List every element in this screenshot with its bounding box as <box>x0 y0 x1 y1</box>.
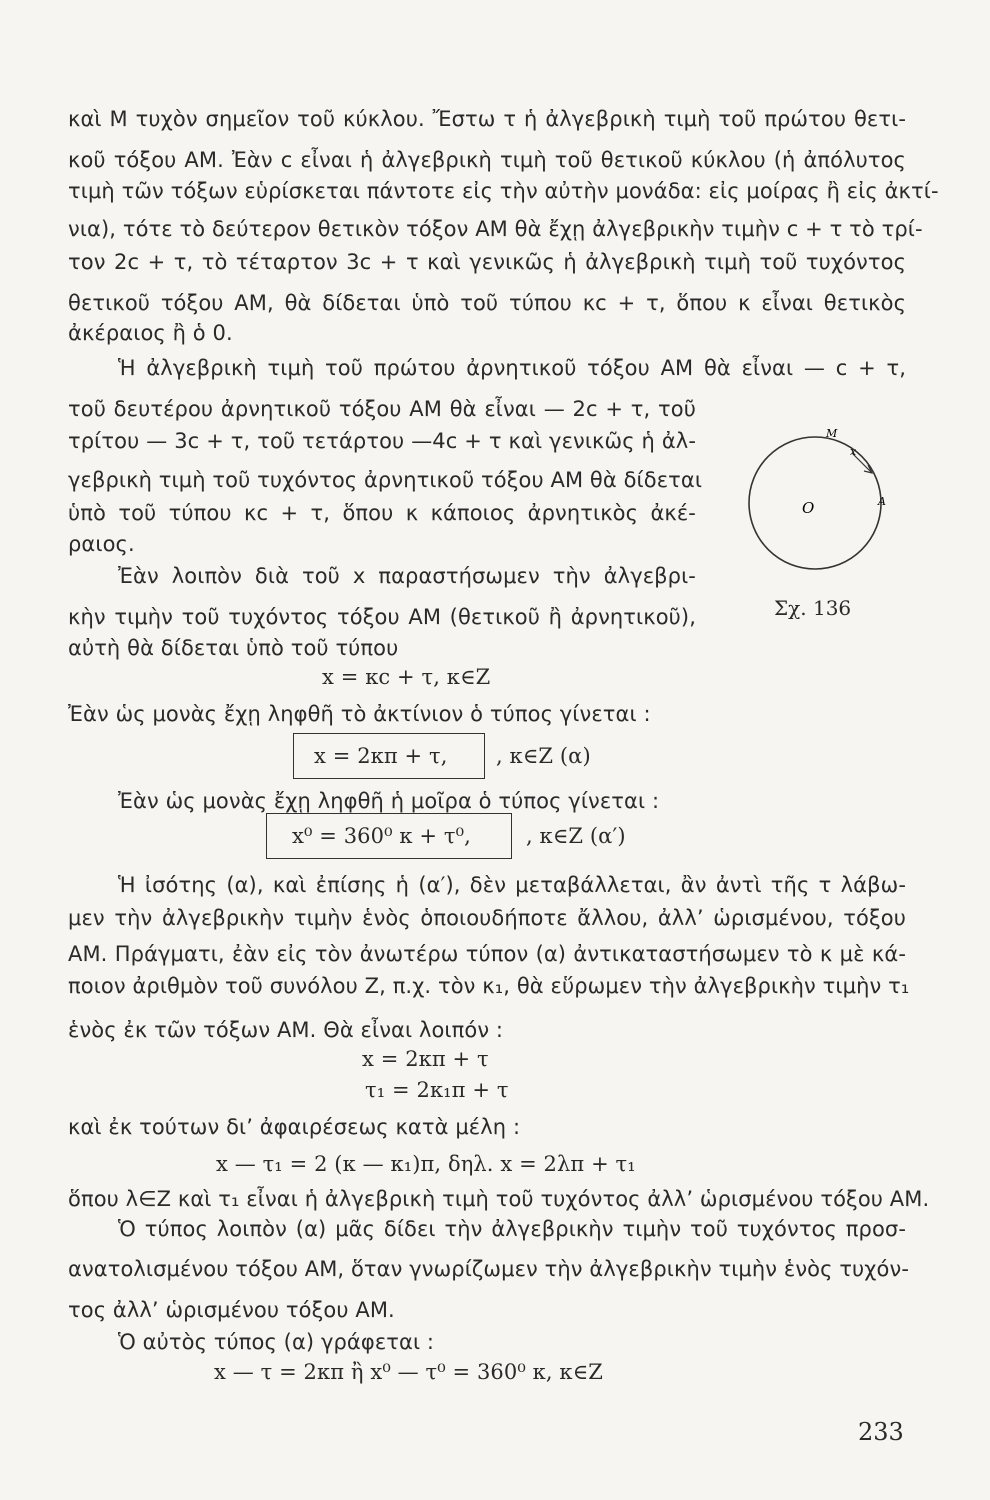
center-label: O <box>802 499 815 517</box>
formula: x = 2κπ + τ <box>362 1047 489 1071</box>
text-line: ἑνὸς ἐκ τῶν τόξων ΑΜ. Θὰ εἶναι λοιπόν : <box>68 1018 504 1042</box>
formula: x — τ₁ = 2 (κ — κ₁)π, δηλ. x = 2λπ + τ₁ <box>216 1152 636 1176</box>
text-line: ραιος. <box>68 532 135 556</box>
text-line: νια), τότε τὸ δεύτερον θετικὸν τόξον ΑΜ θὰ ἔχῃ ἀλγεβρικὴν τιμὴν c + τ τὸ τρί- <box>68 217 923 241</box>
text-line: Ὁ αὐτὸς τύπος (α) γράφεται : <box>118 1330 435 1354</box>
text-line: τρίτου — 3c + τ, τοῦ τετάρτου —4c + τ καὶ γενικῶς ἡ ἀλ- <box>68 429 696 453</box>
text-line: μεν τὴν ἀλγεβρικὴν τιμὴν ἑνὸς ὁποιουδήποτε ἄλλου, ἀλλ’ ὡρισμένου, τόξου <box>68 906 906 930</box>
text-line: θετικοῦ τόξου ΑΜ, θὰ δίδεται ὑπὸ τοῦ τύπου κc + τ, ὅπου κ εἶναι θετικὸς <box>68 291 906 315</box>
formula: x — τ = 2κπ ἢ x⁰ — τ⁰ = 360⁰ κ, κ∈Z <box>214 1360 603 1384</box>
text-line: Ἐὰν λοιπὸν διὰ τοῦ x παραστήσωμεν τὴν ἀλγεβρι- <box>118 564 696 588</box>
text-line: τον 2c + τ, τὸ τέταρτον 3c + τ καὶ γενικῶς ἡ ἀλγεβρικὴ τιμὴ τοῦ τυχόντος <box>68 250 906 274</box>
page-number: 233 <box>858 1418 904 1446</box>
formula: τ₁ = 2κ₁π + τ <box>365 1078 509 1102</box>
formula: x⁰ = 360⁰ κ + τ⁰, <box>292 824 471 848</box>
text-line: καὶ ἐκ τούτων δι’ ἀφαιρέσεως κατὰ μέλη : <box>68 1115 521 1139</box>
text-line: ὑπὸ τοῦ τύπου κc + τ, ὅπου κ κάποιος ἀρνητικὸς ἀκέ- <box>68 501 696 525</box>
text-line: ποιον ἀριθμὸν τοῦ συνόλου Ζ, π.χ. τὸν κ₁, θὰ εὕρωμεν τὴν ἀλγεβρικὴν τιμὴν τ₁ <box>68 974 910 998</box>
text-line: ἀκέραιος ἢ ὁ 0. <box>68 321 233 345</box>
text-line: καὶ Μ τυχὸν σημεῖον τοῦ κύκλου. Ἔστω τ ἡ ἀλγεβρικὴ τιμὴ τοῦ πρώτου θετι- <box>68 107 906 131</box>
point-m-label: M <box>826 427 838 440</box>
text-line: Ἡ ἀλγεβρικὴ τιμὴ τοῦ πρώτου ἀρνητικοῦ τόξου ΑΜ θὰ εἶναι — c + τ, <box>118 356 906 380</box>
formula: x = 2κπ + τ, <box>314 744 448 768</box>
text-line: γεβρικὴ τιμὴ τοῦ τυχόντος ἀρνητικοῦ τόξου ΑΜ θὰ δίδεται <box>68 468 703 492</box>
text-line: ανατολισμένου τόξου ΑΜ, ὅταν γνωρίζωμεν τὴν ἀλγεβρικὴν τιμὴν ἑνὸς τυχόν- <box>68 1257 909 1281</box>
figure-caption: Σχ. 136 <box>774 596 852 620</box>
formula: x = κc + τ, κ∈Z <box>322 665 491 689</box>
text-line: τιμὴ τῶν τόξων εὑρίσκεται πάντοτε εἰς τὴν αὐτὴν μονάδα: εἰς μοίρας ἢ εἰς ἀκτί- <box>68 179 939 203</box>
point-x-label: x <box>850 445 857 458</box>
text-line: κὴν τιμὴν τοῦ τυχόντος τόξου ΑΜ (θετικοῦ ἢ ἀρνητικοῦ), <box>68 605 696 629</box>
formula-label: , κ∈Z (α) <box>496 744 591 768</box>
text-line: Ἐὰν ὡς μονὰς ἔχῃ ληφθῆ τὸ ἀκτίνιον ὁ τύπος γίνεται : <box>68 702 651 726</box>
formula-label: , κ∈Z (α′) <box>526 824 626 848</box>
text-line: τοῦ δευτέρου ἀρνητικοῦ τόξου ΑΜ θὰ εἶναι — 2c + τ, τοῦ <box>68 397 696 421</box>
text-line: ΑΜ. Πράγματι, ἐὰν εἰς τὸν ἀνωτέρω τύπον (α) ἀντικαταστήσωμεν τὸ κ μὲ κά- <box>68 942 906 966</box>
text-line: Ὁ τύπος λοιπὸν (α) μᾶς δίδει τὴν ἀλγεβρικὴν τιμὴν τοῦ τυχόντος προσ- <box>118 1217 906 1241</box>
point-a-label: A <box>878 495 886 508</box>
text-line: κοῦ τόξου ΑΜ. Ἐὰν c εἶναι ἡ ἀλγεβρικὴ τιμὴ τοῦ θετικοῦ κύκλου (ἡ ἀπόλυτος <box>68 148 906 172</box>
circle-figure <box>740 425 890 575</box>
text-line: Ἡ ἰσότης (α), καὶ ἐπίσης ἡ (α′), δὲν μεταβάλλεται, ἂν ἀντὶ τῆς τ λάβω- <box>118 873 906 897</box>
text-line: αὐτὴ θὰ δίδεται ὑπὸ τοῦ τύπου <box>68 636 399 660</box>
text-line: ὅπου λ∈Z καὶ τ₁ εἶναι ἡ ἀλγεβρικὴ τιμὴ τοῦ τυχόντος ἀλλ’ ὡρισμένου τόξου ΑΜ. <box>68 1187 930 1211</box>
unit-circle <box>749 437 881 569</box>
text-line: τος ἀλλ’ ὡρισμένου τόξου ΑΜ. <box>68 1298 395 1322</box>
text-line: Ἐὰν ὡς μονὰς ἔχῃ ληφθῆ ἡ μοῖρα ὁ τύπος γίνεται : <box>118 789 660 813</box>
